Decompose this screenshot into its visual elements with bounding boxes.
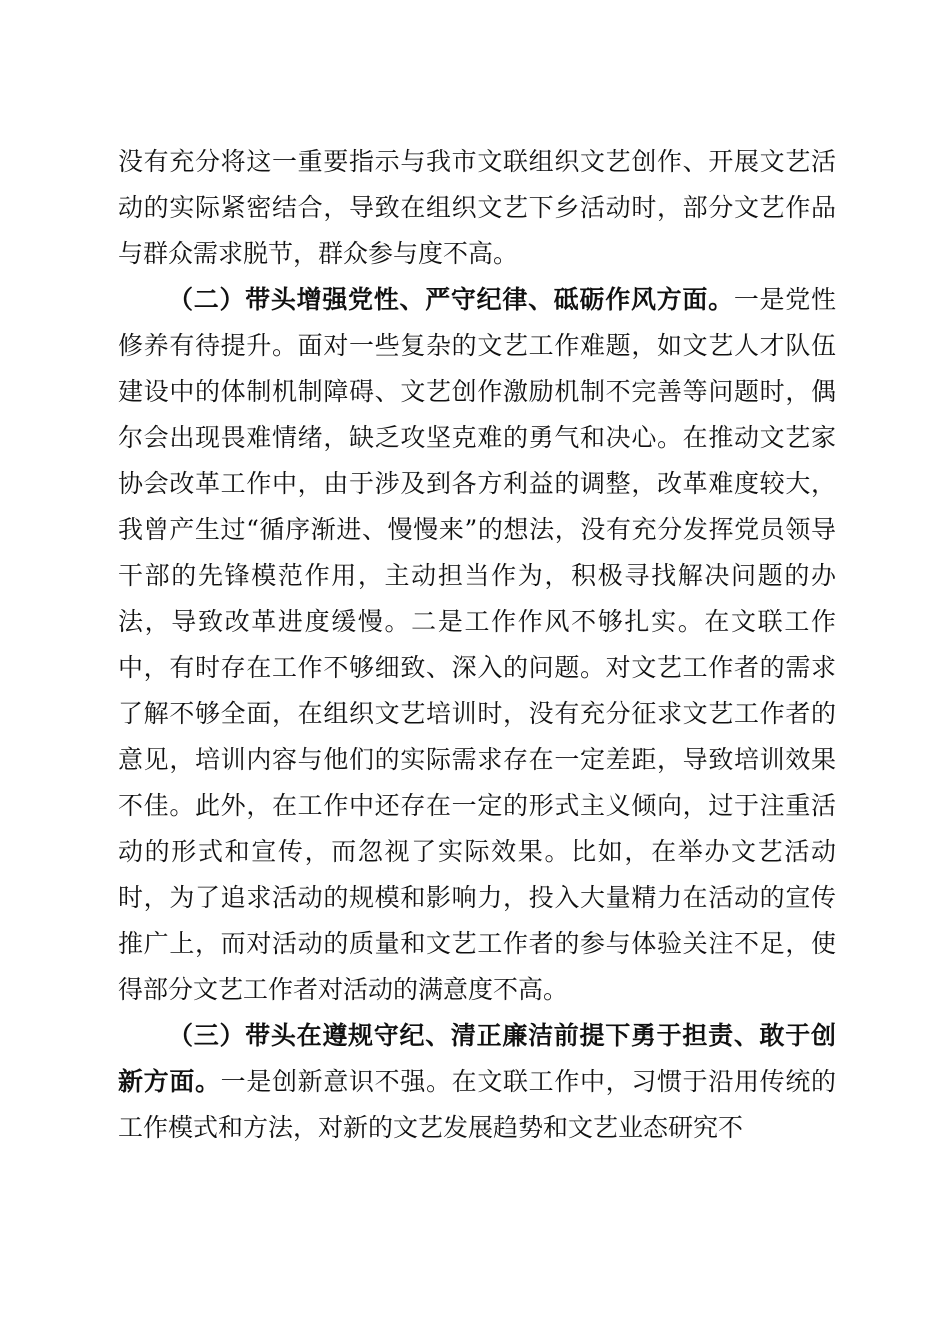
section-2-heading: （二）带头增强党性、严守纪律、砥砺作风方面。: [168, 285, 734, 314]
section-3-text: 一是创新意识不强。在文联工作中，习惯于沿用传统的工作模式和方法，对新的文艺发展趋势和文艺业态研究不: [118, 1067, 836, 1142]
section-2-text: 一是党性修养有待提升。面对一些复杂的文艺工作难题，如文艺人才队伍建设中的体制机制障碍、文艺创作激励机制不完善等问题时，偶尔会出现畏难情绪，缺乏攻坚克难的勇气和决心。在推动文艺家协会改革工作中，由于涉及到各方利益的调整，改革难度较大，我曾产生过“循序渐进、慢慢来”的想法，没有充分发挥党员领导干部的先锋模范作用，主动担当作为，积极寻找解决问题的办法，导致改革进度缓慢。二是工作作风不够扎实。在文联工作中，有时存在工作不够细致、深入的问题。对文艺工作者的需求了解不够全面，在组织文艺培训时，没有充分征求文艺工作者的意见，培训内容与他们的实际需求存在一定差距，导致培训效果不佳。此外，在工作中还存在一定的形式主义倾向，过于注重活动的形式和宣传，而忽视了实际效果。比如，在举办文艺活动时，为了追求活动的规模和影响力，投入大量精力在活动的宣传推广上，而对活动的质量和文艺工作者的参与体验关注不足，使得部分文艺工作者对活动的满意度不高。: [118, 285, 836, 1004]
section-3-heading: （三）带头在遵规守纪、清正廉洁前提下勇于担责、敢于创新方面。: [118, 1021, 836, 1096]
document-body: [118, 139, 836, 1151]
paragraph-section-2: [118, 277, 836, 1013]
paragraph-continuation: [118, 139, 836, 277]
paragraph-1-text: 没有充分将这一重要指示与我市文联组织文艺创作、开展文艺活动的实际紧密结合，导致在组织文艺下乡活动时，部分文艺作品与群众需求脱节，群众参与度不高。: [118, 147, 836, 268]
paragraph-section-3: [118, 1013, 836, 1151]
